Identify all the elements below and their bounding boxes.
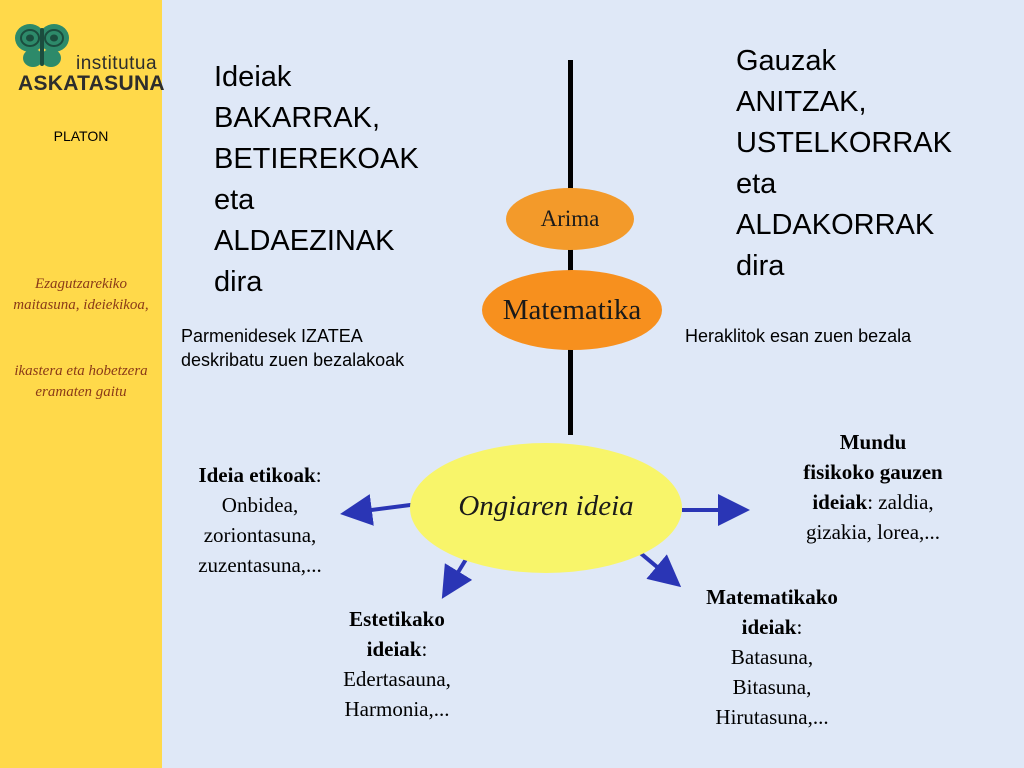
arrow-to-aesthetic [446,556,468,592]
aesthetic-ideas: Estetikako ideiak: Edertasauna, Harmonia,... [306,604,488,724]
sidebar-title: PLATON [53,128,109,144]
right-line: USTELKORRAK [736,127,952,159]
logo-subtitle: institutua [76,53,158,74]
right-line: Gauzak [736,45,836,77]
right-line: eta [736,168,777,200]
ethical-item: Onbidea, [221,493,299,517]
matematika-ellipse: Matematika [482,270,662,350]
math-item: Bitasuna, [732,675,812,699]
ethical-item: zuzentasuna,... [198,553,322,577]
ethical-title: Ideia etikoak [198,463,316,487]
arima-ellipse: Arima [506,188,634,250]
right-line: ALDAKORRAK [736,209,935,241]
aesthetic-title: Estetikako [349,607,445,631]
logo-title: ASKATASUNA [18,72,165,95]
right-line: ANITZAK, [736,86,867,118]
left-line: ALDAEZINAK [214,225,395,257]
left-line: eta [214,184,255,216]
math-title: Matematikako [706,585,838,609]
right-line: dira [736,250,785,282]
heraklitos-caption: Heraklitok esan zuen bezala [685,326,912,346]
caption-line: deskribatu zuen bezalakoak [181,350,405,370]
sidebar-note-1: Ezagutzarekiko maitasuna, ideiekikoa, [13,276,149,313]
left-line: BAKARRAK, [214,102,380,134]
sidebar-note-2: ikastera eta hobetzera eramaten gaitu [14,363,148,400]
physical-item: gizakia, lorea,... [805,520,941,544]
math-ideas: Matematikako ideiak: Batasuna, Bitasuna, Hirutasuna,... [672,582,872,732]
left-line: Ideiak [214,61,292,93]
ongiaren-ideia-ellipse: Ongiaren ideia [410,443,682,573]
physical-ideas: Mundu fisikoko gauzen ideiak: zaldia, gizakia, lorea,... [760,427,986,547]
ethical-ideas: Ideia etikoak: Onbidea, zoriontasuna, zuzentasuna,... [160,460,360,580]
physical-title: Mundu [839,430,907,454]
aesthetic-item: Edertasauna, [343,667,451,691]
caption-line: Parmenidesek IZATEA [181,326,363,346]
ethical-item: zoriontasuna, [203,523,317,547]
math-item: Hirutasuna,... [715,705,829,729]
left-line: BETIEREKOAK [214,143,419,175]
left-line: dira [214,266,263,298]
math-item: Batasuna, [730,645,814,669]
aesthetic-item: Harmonia,... [344,697,450,721]
